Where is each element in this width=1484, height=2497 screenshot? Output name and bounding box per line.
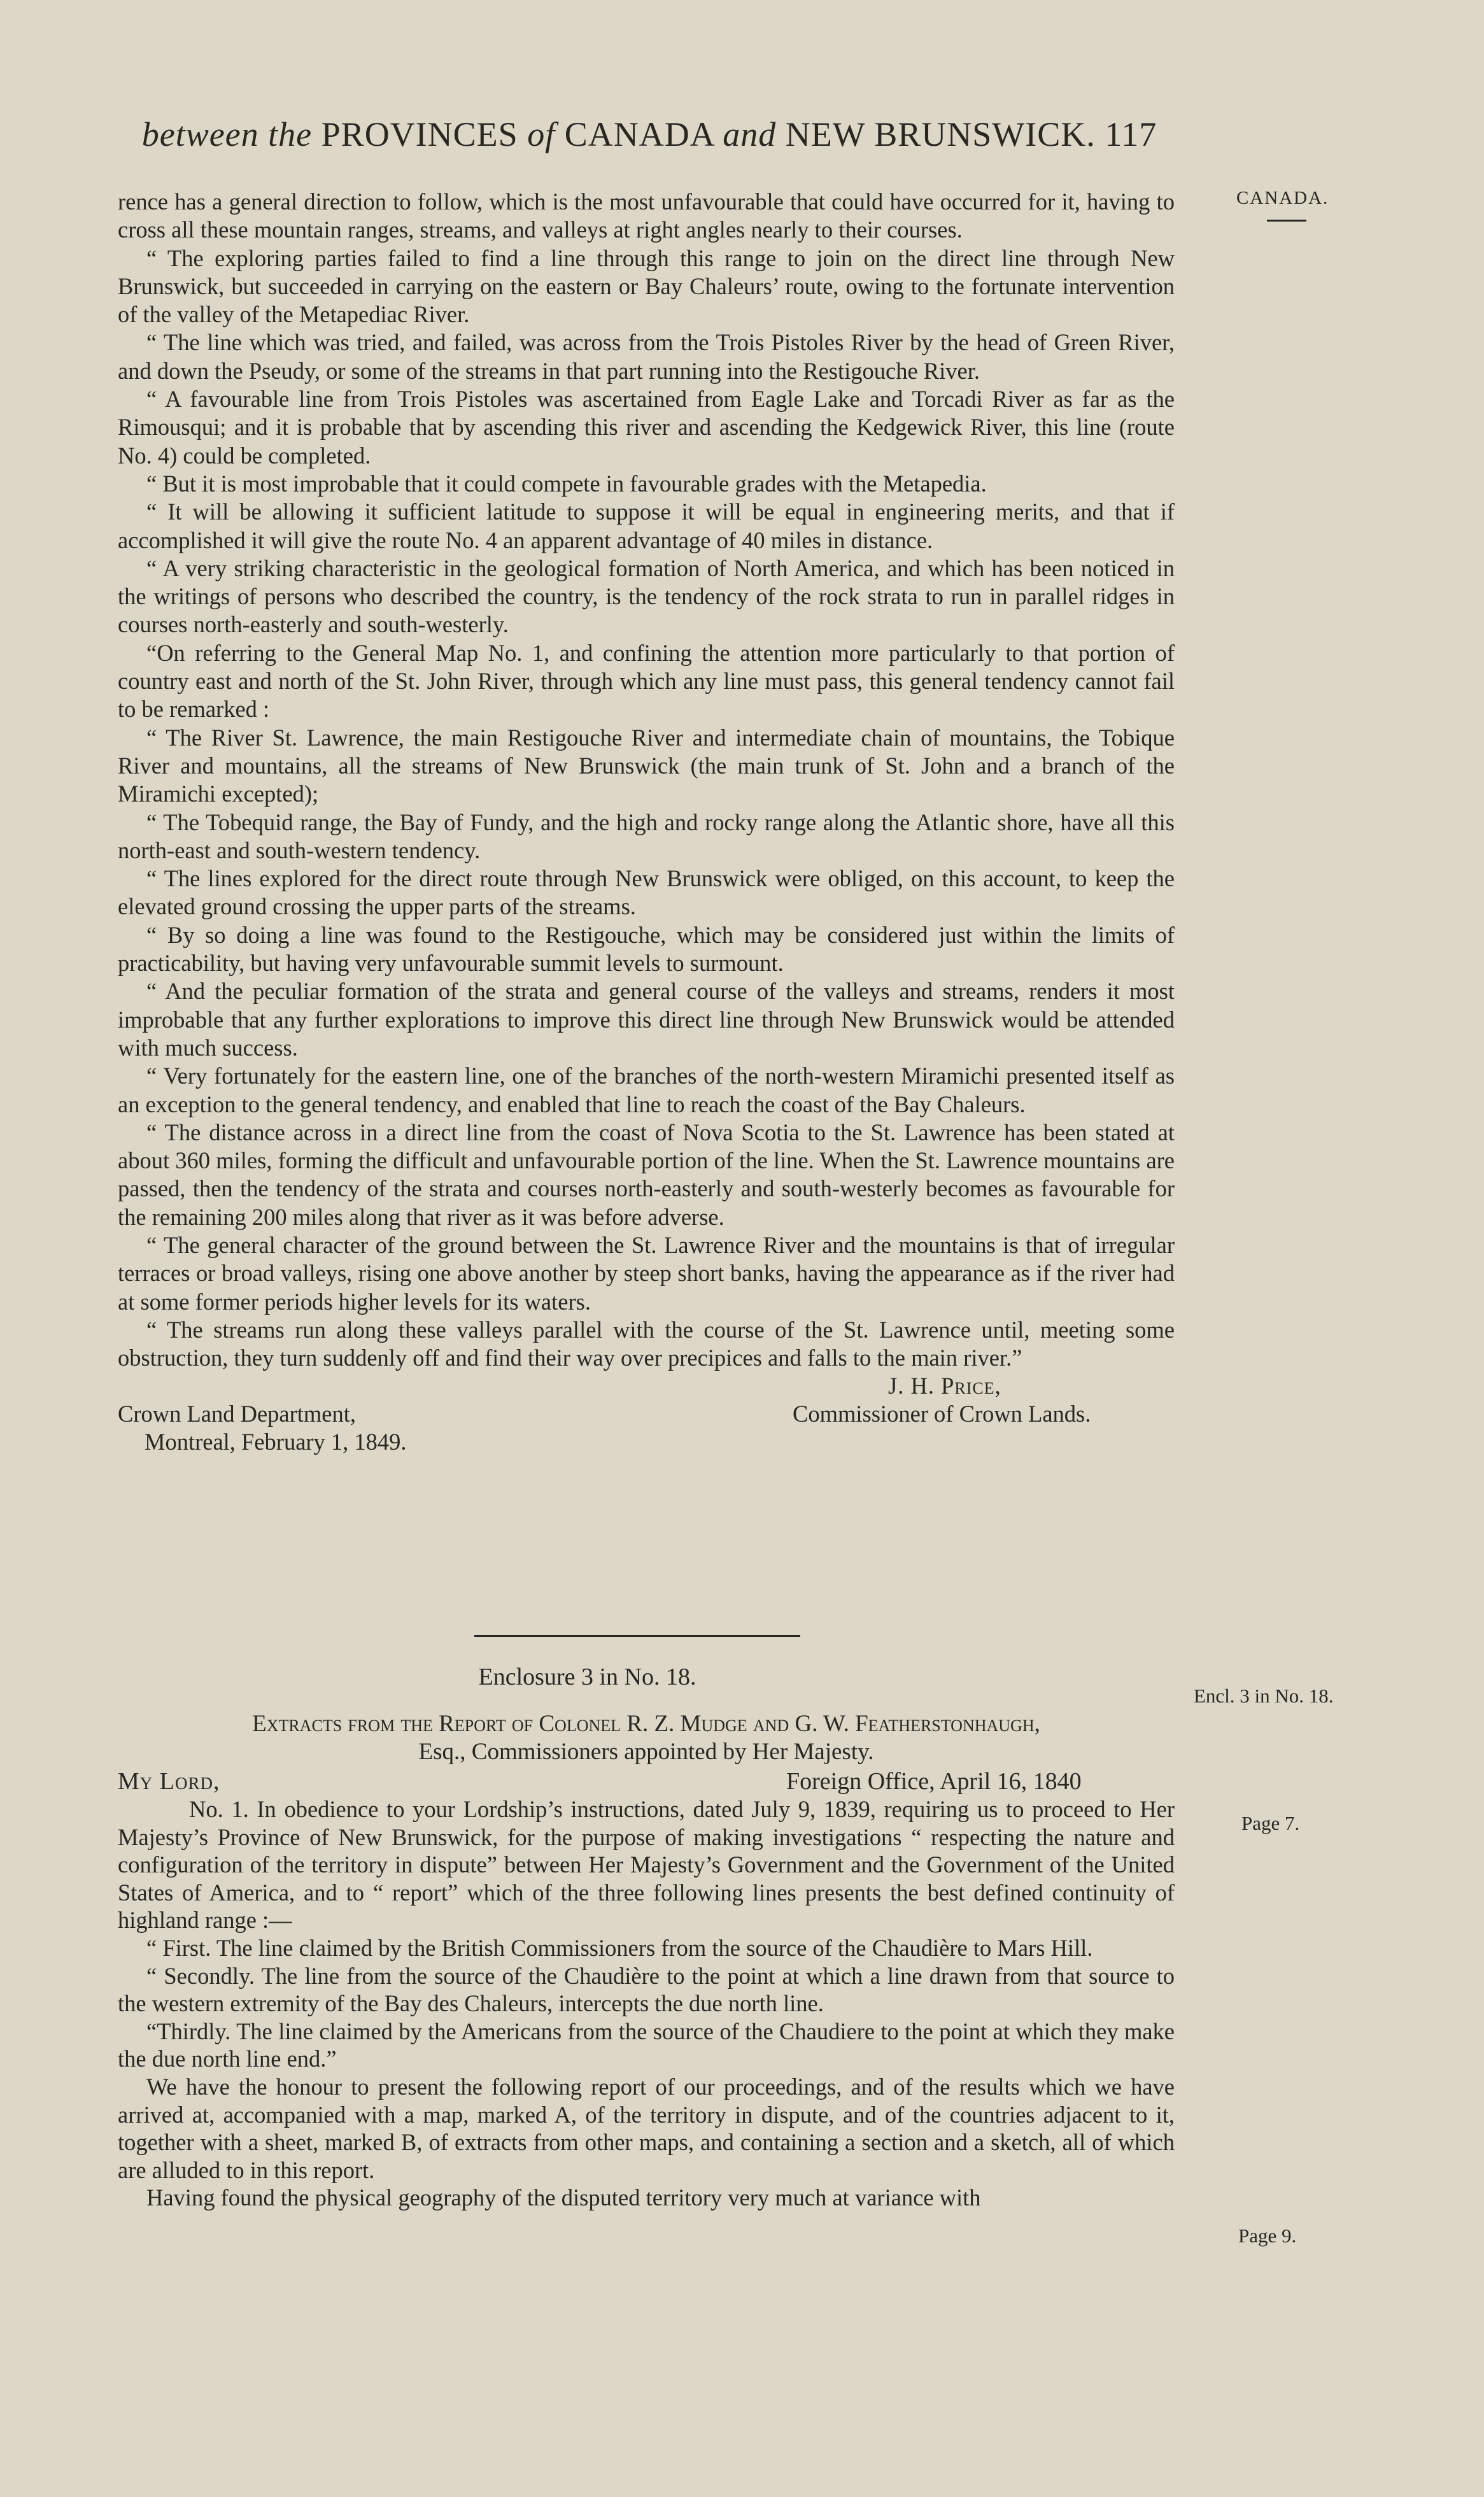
report-body	[118, 1795, 1175, 2212]
enclosure-title: Enclosure 3 in No. 18.	[478, 1664, 696, 1690]
header-text-1: between the	[141, 115, 313, 153]
paragraph: “ A very striking characteristic in the geological formation of North America, and which has been noticed in the writings of persons who described the country, is the tendency of the rock strata to run in parallel ridges in courses north-easterly and south-westerly.	[118, 555, 1175, 638]
margin-note-canada: CANADA.	[1236, 188, 1329, 208]
paragraph: “ It will be allowing it sufficient latitude to suppose it will be equal in engineering merits, and that if accomplished it will give the route No. 4 an apparent advantage of 40 miles in distance.	[118, 499, 1175, 553]
paragraph: “ The lines explored for the direct route through New Brunswick were obliged, on this account, to keep the elevated ground crossing the upper parts of the streams.	[118, 865, 1175, 920]
extract-heading-line-2: Esq., Commissioners appointed by Her Majesty.	[418, 1739, 874, 1765]
header-text-3: of	[527, 115, 556, 153]
signatory-title: Commissioner of Crown Lands.	[793, 1401, 1091, 1427]
margin-note-page-9: Page 9.	[1238, 2225, 1297, 2247]
header-text-6: NEW BRUNSWICK.	[785, 115, 1096, 153]
paragraph: Having found the physical geography of the disputed territory very much at variance with	[146, 2184, 981, 2211]
header-text-5: and	[723, 115, 777, 153]
letter-body	[118, 188, 1175, 1457]
paragraph: “Thirdly. The line claimed by the Americans from the source of the Chaudiere to the point at which they make the due north line end.”	[118, 2018, 1175, 2072]
paragraph: “ Secondly. The line from the source of the Chaudière to the point at which a line drawn from that source to the western extremity of the Bay des Chaleurs, intercepts the due north line.	[118, 1962, 1175, 2017]
salutation	[118, 1767, 220, 1795]
margin-note-enclosure: Encl. 3 in No. 18.	[1194, 1685, 1334, 1707]
signatory-name: J. H. Price,	[888, 1373, 1001, 1399]
paragraph: No. 1. In obedience to your Lordship’s instructions, dated July 9, 1839, requiring us to proceed to Her Majesty’s Province of New Brunswick, for the purpose of making investigations “ respecting the nature and configuration of the territory in dispute” between Her Majesty’s Government and the Government of the United States of America, and to “ report” which of the three following lines presents the best defined continuity of highland range :—	[118, 1796, 1175, 1934]
paragraph: “ The line which was tried, and failed, was across from the Trois Pistoles River by the head of Green River, and down the Pseudy, or some of the streams in that part running into the Restigouche River.	[118, 329, 1175, 384]
page-number: 117	[1105, 115, 1157, 153]
extract-heading-line-1: Extracts from the Report of Colonel R. Z. Mudge and G. W. Featherstonhaugh,	[252, 1711, 1040, 1737]
running-header	[115, 115, 1184, 154]
paragraph: “ The River St. Lawrence, the main Restigouche River and intermediate chain of mountains, the Tobique River and mountains, all the streams of New Brunswick (the main trunk of St. John and a branch of the Miramichi excepted);	[118, 724, 1175, 807]
dateline: Foreign Office, April 16, 1840	[786, 1768, 1082, 1795]
paragraph: “ The general character of the ground between the St. Lawrence River and the mountains is that of irregular terraces or broad valleys, rising one above another by steep short banks, having the appearance as if the river had at some former periods higher levels for its waters.	[118, 1231, 1175, 1315]
paragraph: “ The exploring parties failed to find a line through this range to join on the direct line through New Brunswick, but succeeded in carrying on the eastern or Bay Chaleurs’ route, owing to the fortunate intervention of the valley of the Metapediac River.	[118, 244, 1175, 328]
paragraph: “ By so doing a line was found to the Restigouche, which may be considered just within the limits of practicability, but having very unfavourable summit levels to surmount.	[118, 921, 1175, 977]
header-text-2: PROVINCES	[321, 115, 518, 153]
paragraph: “ But it is most improbable that it could compete in favourable grades with the Metapedia.	[146, 470, 987, 497]
section-divider	[474, 1635, 800, 1637]
paragraph: “ The streams run along these valleys parallel with the course of the St. Lawrence until, meeting some obstruction, they turn suddenly off and find their way over precipices and falls to the main river.”	[118, 1316, 1175, 1371]
paragraph: rence has a general direction to follow, which is the most unfavourable that could have occurred for it, having to cross all these mountain ranges, streams, and valleys at right angles nearly to their courses.	[118, 188, 1175, 243]
place-date: Montreal, February 1, 1849.	[145, 1429, 407, 1455]
department: Crown Land Department,	[118, 1401, 357, 1427]
paragraph: “ The distance across in a direct line from the coast of Nova Scotia to the St. Lawrence has been stated at about 360 miles, forming the difficult and unfavourable portion of the line. When the St. Lawrence mountains are passed, then the tendency of the strata and courses north-easterly and south-westerly becomes as favourable for the remaining 200 miles along that river as it was before adverse.	[118, 1119, 1175, 1230]
paragraph: We have the honour to present the following report of our proceedings, and of the results which we have arrived at, accompanied with a map, marked A, of the territory in dispute, and of the countries adjacent to it, together with a sheet, marked B, of extracts from other maps, and containing a section and a sketch, all of which are alluded to in this report.	[118, 2073, 1175, 2183]
paragraph: “ The Tobequid range, the Bay of Fundy, and the high and rocky range along the Atlantic shore, have all this north-east and south-western tendency.	[118, 809, 1175, 863]
margin-note-page-7: Page 7.	[1241, 1812, 1300, 1834]
paragraph: “ Very fortunately for the eastern line, one of the branches of the north-western Miramichi presented itself as an exception to the general tendency, and enabled that line to reach the coast of the Bay Chaleurs.	[118, 1063, 1175, 1117]
salutation-text: My Lord,	[118, 1768, 220, 1795]
paragraph: “ And the peculiar formation of the strata and general course of the valleys and streams, renders it most improbable that any further explorations to improve this direct line through New Brunswick would be attended with much success.	[118, 978, 1175, 1061]
signature-block	[118, 1372, 1175, 1457]
paragraph: “On referring to the General Map No. 1, and confining the attention more particularly to that portion of country east and north of the St. John River, through which any line must pass, this general tendency cannot fail to be remarked :	[118, 639, 1175, 723]
paragraph: “ First. The line claimed by the British Commissioners from the source of the Chaudière to Mars Hill.	[146, 1934, 1093, 1961]
paragraph: “ A favourable line from Trois Pistoles was ascertained from Eagle Lake and Torcadi River as far as the Rimousqui; and it is probable that by ascending this river and ascending the Kedgewick River, this line (route No. 4) could be completed.	[118, 386, 1175, 469]
extract-heading	[118, 1710, 1175, 1766]
margin-rule	[1267, 220, 1306, 222]
header-text-4: CANADA	[564, 115, 714, 153]
